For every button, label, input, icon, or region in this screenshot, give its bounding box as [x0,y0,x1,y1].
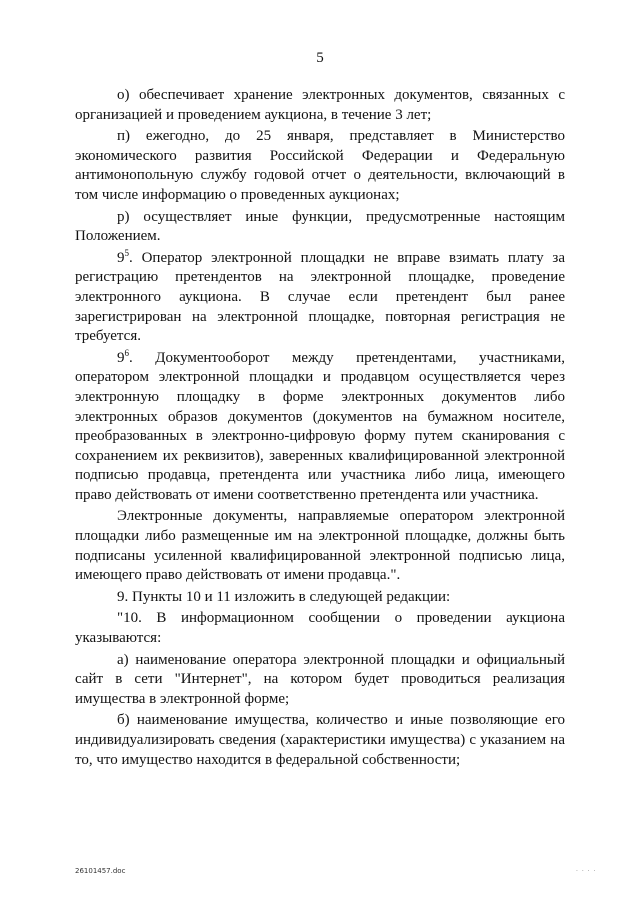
item-p: п) ежегодно, до 25 января, представляет в Министерство экономического развития Российской Федерации и Федеральную антимонопольную службу годовой отчет о деятельности, включающий в том числе информацию о проведенных аукционах; [75,128,565,203]
page-number: 5 [316,50,324,66]
item-r: р) осуществляет иные функции, предусмотренные настоящим Положением. [75,208,565,245]
item-b: б) наименование имущества, количество и иные позволяющие его индивидуализировать сведения (характеристики имущества) с указанием на то, что имущество находится в федеральной собственности; [75,712,565,768]
paragraph-9-5-text: . Оператор электронной площадки не вправе взимать плату за регистрацию претендентов на электронной площадке, проведение электронного аукциона. В случае если претендент был ранее зарегистрирован на электронной площадке, повторная регистрация не требуется. [75,249,565,345]
paragraph-9-5 [75,249,565,347]
paragraph-9-6-number: 9 [117,349,125,366]
item-o: о) обеспечивает хранение электронных документов, связанных с организацией и проведением аукциона, в течение 3 лет; [75,87,565,123]
paragraph-9-6 [75,349,565,506]
paragraph-9: 9. Пункты 10 и 11 изложить в следующей редакции: [117,588,451,605]
paragraph-electronic-documents: Электронные документы, направляемые оператором электронной площадки либо размещенные им на электронной площадке, должны быть подписаны усиленной квалифицированной электронной подписью лица, имеющего право действовать от имени продавца.". [75,508,565,584]
footer-file-code: 26101457.doc [75,867,126,875]
scan-mark: · · · · [576,868,597,875]
document-body [75,86,565,770]
item-a: а) наименование оператора электронной площадки и официальный сайт в сети "Интернет", на котором будет проводиться реализация имущества в электронной форме; [75,651,565,707]
paragraph-10: "10. В информационном сообщении о проведении аукциона указываются: [75,610,565,647]
paragraph-9-5-number: 9 [117,249,125,266]
paragraph-9-5-superscript: 5 [124,247,129,258]
paragraph-9-6-text: . Документооборот между претендентами, участниками, оператором электронной площадки и продавцом осуществляется через электронную площадку в форме электронных документов либо электронных образов документов (документов на бумажном носителе, преобразованных в электронно-цифровую форму путем сканирования с сохранением их реквизитов), заверенных квалифицированной электронной подписью продавца, претендента или участника либо лица, имеющего право действовать от имени соответственно претендента или участника. [75,349,565,503]
paragraph-9-6-superscript: 6 [124,347,129,358]
